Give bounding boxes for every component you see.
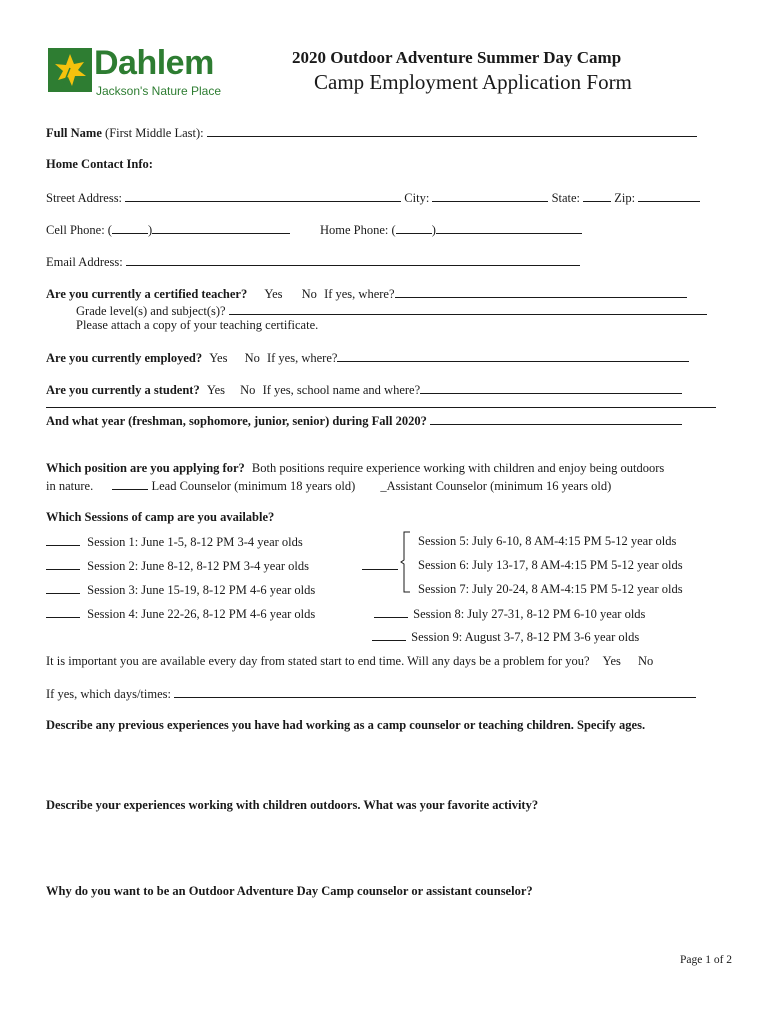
grade-row [76, 303, 707, 319]
session-5-label: Session 5: July 6-10, 8 AM-4:15 PM 5-12 year olds [418, 534, 677, 548]
position-options-row [46, 478, 611, 494]
teacher-where-field[interactable] [395, 286, 687, 298]
session-9-label: Session 9: August 3-7, 8-12 PM 3-6 year olds [411, 630, 640, 644]
grade-label: Grade level(s) and subject(s)? [76, 304, 226, 318]
session-8-row [374, 606, 645, 622]
city-label: City: [404, 191, 430, 205]
teacher-no-option[interactable]: No [301, 287, 317, 301]
student-where-field[interactable] [420, 382, 682, 394]
student-where-continued-field[interactable] [46, 396, 716, 408]
street-field[interactable] [125, 190, 401, 202]
leaf-logo-icon [48, 48, 92, 92]
session-4-blank[interactable] [46, 606, 80, 618]
session-2-row [46, 558, 309, 574]
assistant-counselor-option[interactable]: _Assistant Counselor (minimum 16 years old) [380, 479, 612, 493]
session-3-row [46, 582, 315, 598]
form-title: 2020 Outdoor Adventure Summer Day Camp [292, 48, 622, 67]
home-phone-row: Home Phone: ( ) [320, 222, 582, 238]
state-field[interactable] [583, 190, 611, 202]
student-where-label: If yes, school name and where? [262, 383, 421, 397]
essay-answer-2[interactable] [46, 816, 716, 876]
attach-certificate-note: Please attach a copy of your teaching certificate. [76, 318, 319, 332]
session-8-blank[interactable] [374, 606, 408, 618]
home-contact-label: Home Contact Info: [46, 157, 153, 171]
employed-no-option[interactable]: No [244, 351, 260, 365]
session-3-blank[interactable] [46, 582, 80, 594]
home-phone-field[interactable] [436, 222, 582, 234]
session-3-label: Session 3: June 15-19, 8-12 PM 4-6 year olds [87, 583, 316, 597]
session-1-blank[interactable] [46, 534, 80, 546]
zip-label: Zip: [614, 191, 636, 205]
state-label: State: [551, 191, 581, 205]
which-days-label: If yes, which days/times: [46, 687, 171, 701]
student-no-option[interactable]: No [240, 383, 256, 397]
city-field[interactable] [432, 190, 548, 202]
logo [46, 46, 236, 106]
essay-question-1: Describe any previous experiences you have had working as a camp counselor or teaching children. Specify ages. [46, 718, 646, 732]
street-label: Street Address: [46, 191, 123, 205]
cell-phone-label: Cell Phone: ( [46, 223, 112, 237]
full-name-hint: (First Middle Last): [105, 126, 204, 140]
availability-no-option[interactable]: No [638, 654, 654, 668]
session-8-label: Session 8: July 27-31, 8-12 PM 6-10 year olds [413, 607, 646, 621]
teacher-row [46, 286, 687, 302]
lead-counselor-blank[interactable] [112, 478, 148, 490]
teacher-question: Are you currently a certified teacher? [46, 287, 248, 301]
form-subtitle: Camp Employment Application Form [314, 70, 632, 94]
session-6-label: Session 6: July 13-17, 8 AM-4:15 PM 5-12 year olds [418, 558, 683, 572]
sessions-question: Which Sessions of camp are you available? [46, 510, 275, 524]
student-year-row [46, 413, 682, 429]
session-4-row [46, 606, 315, 622]
lead-counselor-option: Lead Counselor (minimum 18 years old) [151, 479, 356, 493]
availability-statement: It is important you are available every day from stated start to end time. Will any days be a problem for you? [46, 654, 590, 668]
address-row [46, 190, 700, 206]
page-number: Page 1 of 2 [680, 954, 733, 966]
teacher-where-label: If yes, where? [324, 287, 395, 301]
zip-field[interactable] [638, 190, 700, 202]
session-9-row [372, 629, 639, 645]
employed-question: Are you currently employed? [46, 351, 203, 365]
home-phone-label: Home Phone: ( [320, 223, 396, 237]
session-4-label: Session 4: June 22-26, 8-12 PM 4-6 year olds [87, 607, 316, 621]
availability-row [46, 654, 653, 669]
session-2-blank[interactable] [46, 558, 80, 570]
email-field[interactable] [126, 254, 580, 266]
student-year-field[interactable] [430, 413, 682, 425]
essay-question-3: Why do you want to be an Outdoor Adventure Day Camp counselor or assistant counselor? [46, 884, 533, 898]
teacher-yes-option[interactable]: Yes [264, 287, 283, 301]
email-label: Email Address: [46, 255, 123, 269]
session-1-row [46, 534, 303, 550]
full-name-row [46, 125, 697, 141]
cell-phone-row: Cell Phone: ( ) [46, 222, 290, 238]
essay-question-2: Describe your experiences working with children outdoors. What was your favorite activity? [46, 798, 539, 812]
full-name-field[interactable] [207, 125, 697, 137]
employed-row [46, 350, 689, 366]
student-year-question: And what year (freshman, sophomore, junior, senior) during Fall 2020? [46, 414, 427, 428]
grade-field[interactable] [229, 303, 707, 315]
student-question: Are you currently a student? [46, 383, 200, 397]
full-name-label: Full Name [46, 126, 102, 140]
email-row [46, 254, 580, 270]
employed-where-field[interactable] [337, 350, 689, 362]
cell-phone-field[interactable] [152, 222, 290, 234]
student-yes-option[interactable]: Yes [206, 383, 226, 397]
position-note-end: in nature. [46, 479, 94, 493]
sessions-5-7-blank[interactable] [362, 558, 398, 570]
position-question: Which position are you applying for? [46, 461, 245, 475]
session-2-label: Session 2: June 8-12, 8-12 PM 3-4 year olds [87, 559, 309, 573]
logo-name: Dahlem [94, 44, 214, 82]
session-1-label: Session 1: June 1-5, 8-12 PM 3-4 year olds [87, 535, 303, 549]
cell-area-code-field[interactable] [112, 222, 148, 234]
logo-tagline: Jackson's Nature Place [96, 84, 222, 98]
session-9-blank[interactable] [372, 629, 406, 641]
essay-answer-1[interactable] [46, 736, 716, 790]
employed-yes-option[interactable]: Yes [209, 351, 228, 365]
position-row [46, 461, 664, 476]
availability-yes-option[interactable]: Yes [602, 654, 621, 668]
employed-where-label: If yes, where? [266, 351, 338, 365]
which-days-field[interactable] [174, 686, 696, 698]
session-7-label: Session 7: July 20-24, 8 AM-4:15 PM 5-12 year olds [418, 582, 683, 596]
which-days-row [46, 686, 696, 702]
essay-answer-3[interactable] [46, 902, 716, 948]
home-area-code-field[interactable] [396, 222, 432, 234]
position-note: Both positions require experience working with children and enjoy being outdoors [251, 461, 665, 475]
sessions-bracket-icon [400, 530, 412, 594]
